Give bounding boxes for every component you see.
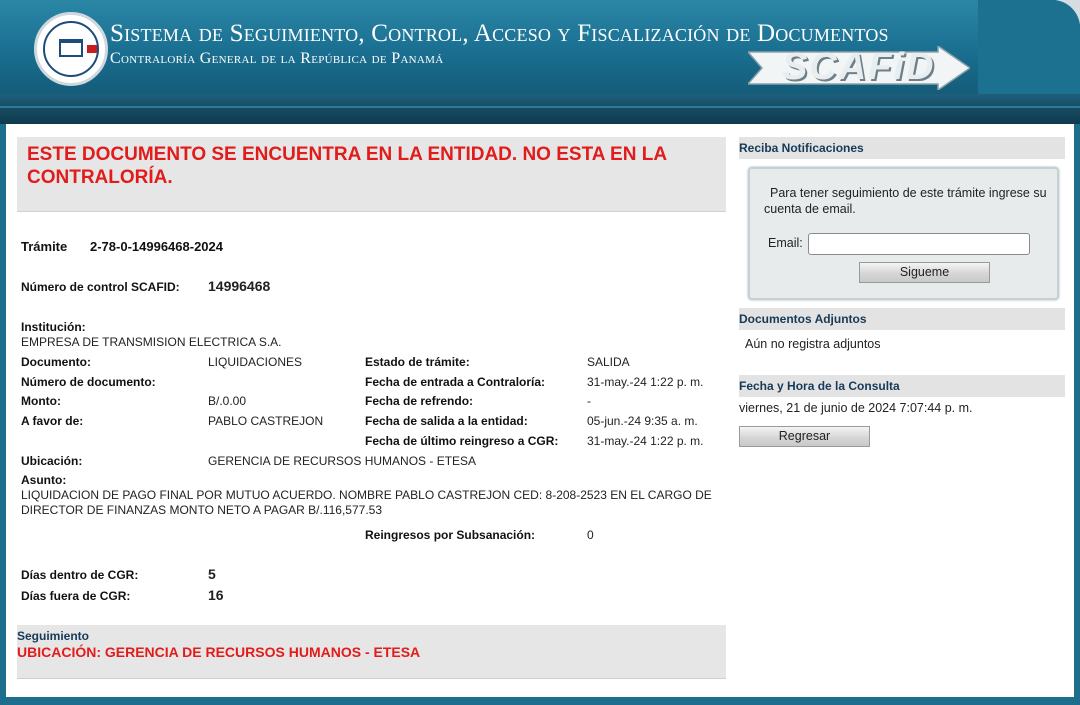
attachments-text: Aún no registra adjuntos — [745, 337, 881, 351]
entry-date-value: 31-may.-24 1:22 p. m. — [587, 375, 704, 389]
nav-divider — [0, 106, 1080, 108]
nav-bar — [0, 94, 1080, 124]
notifications-heading: Reciba Notificaciones — [739, 137, 1065, 159]
email-label: Email: — [768, 236, 803, 250]
exit-date-label: Fecha de salida a la entidad: — [365, 414, 528, 428]
footer-bar — [0, 697, 1080, 705]
subject-line-2: DIRECTOR DE FINANZAS MONTO NETO A PAGAR B/.116,577.53 — [21, 503, 382, 517]
endorsement-date-label: Fecha de refrendo: — [365, 394, 474, 408]
tracking-title: Seguimiento — [17, 629, 90, 643]
days-inside-value: 5 — [208, 566, 216, 582]
status-label: Estado de trámite: — [365, 355, 470, 369]
reentries-value: 0 — [587, 528, 594, 542]
tracking-location: UBICACIÓN: GERENCIA DE RECURSOS HUMANOS - ETESA — [17, 644, 421, 660]
exit-date-value: 05-jun.-24 9:35 a. m. — [587, 414, 698, 428]
back-button[interactable]: Regresar — [739, 426, 870, 447]
follow-button[interactable]: Sigueme — [859, 262, 990, 283]
days-outside-value: 16 — [208, 587, 224, 603]
institution-label: Institución: — [21, 320, 86, 334]
document-number-label: Número de documento: — [21, 375, 156, 389]
seal-book-icon — [59, 39, 83, 57]
email-input[interactable] — [808, 233, 1030, 255]
scafid-logo: SCAFiD — [782, 46, 936, 88]
days-outside-label: Días fuera de CGR: — [21, 589, 131, 603]
query-time-heading: Fecha y Hora de la Consulta — [739, 375, 1065, 397]
attachments-heading: Documentos Adjuntos — [739, 308, 1065, 330]
subject-line-1: LIQUIDACION DE PAGO FINAL POR MUTUO ACUERDO. NOMBRE PABLO CASTREJON CED: 8-208-2523 EN EL CARGO DE — [21, 488, 712, 502]
status-value: SALIDA — [587, 355, 630, 369]
amount-value: B/.0.00 — [208, 394, 247, 408]
document-label: Documento: — [21, 355, 91, 369]
seal-flag-icon — [87, 45, 97, 53]
contraloria-seal-icon — [34, 12, 108, 86]
control-number-value: 14996468 — [208, 278, 271, 294]
entry-date-label: Fecha de entrada a Contraloría: — [365, 375, 546, 389]
system-title: Sistema de Seguimiento, Control, Acceso y Fiscalización de Documentos — [110, 20, 889, 47]
status-alert-message: ESTE DOCUMENTO SE ENCUENTRA EN LA ENTIDAD. NO ESTA EN LA CONTRALORÍA. — [27, 144, 667, 188]
document-value: LIQUIDACIONES — [208, 355, 303, 369]
beneficiary-value: PABLO CASTREJON — [208, 414, 324, 428]
institution-subtitle: Contraloría General de la República de Panamá — [110, 50, 444, 67]
last-reentry-label: Fecha de último reingreso a CGR: — [365, 434, 559, 448]
status-alert-panel — [17, 137, 726, 212]
main-content — [6, 124, 1074, 697]
header-right-panel — [978, 0, 1080, 94]
endorsement-date-value: - — [587, 394, 591, 408]
query-datetime: viernes, 21 de junio de 2024 7:07:44 p. m. — [739, 401, 973, 415]
tracking-panel — [17, 625, 726, 679]
notifications-panel — [748, 167, 1059, 300]
header-banner — [0, 0, 1080, 94]
institution-value: EMPRESA DE TRANSMISION ELECTRICA S.A. — [21, 335, 282, 349]
last-reentry-value: 31-may.-24 1:22 p. m. — [587, 434, 704, 448]
tramite-label: Trámite — [21, 239, 68, 254]
subject-label: Asunto: — [21, 473, 67, 487]
days-inside-label: Días dentro de CGR: — [21, 568, 139, 582]
location-label: Ubicación: — [21, 454, 83, 468]
tramite-value: 2-78-0-14996468-2024 — [90, 239, 223, 254]
beneficiary-label: A favor de: — [21, 414, 84, 428]
control-number-label: Número de control SCAFID: — [21, 280, 180, 294]
reentries-label: Reingresos por Subsanación: — [365, 528, 536, 542]
location-value: GERENCIA DE RECURSOS HUMANOS - ETESA — [208, 454, 477, 468]
amount-label: Monto: — [21, 394, 61, 408]
notifications-text: Para tener seguimiento de este trámite ingrese su cuenta de email. — [764, 186, 1047, 216]
